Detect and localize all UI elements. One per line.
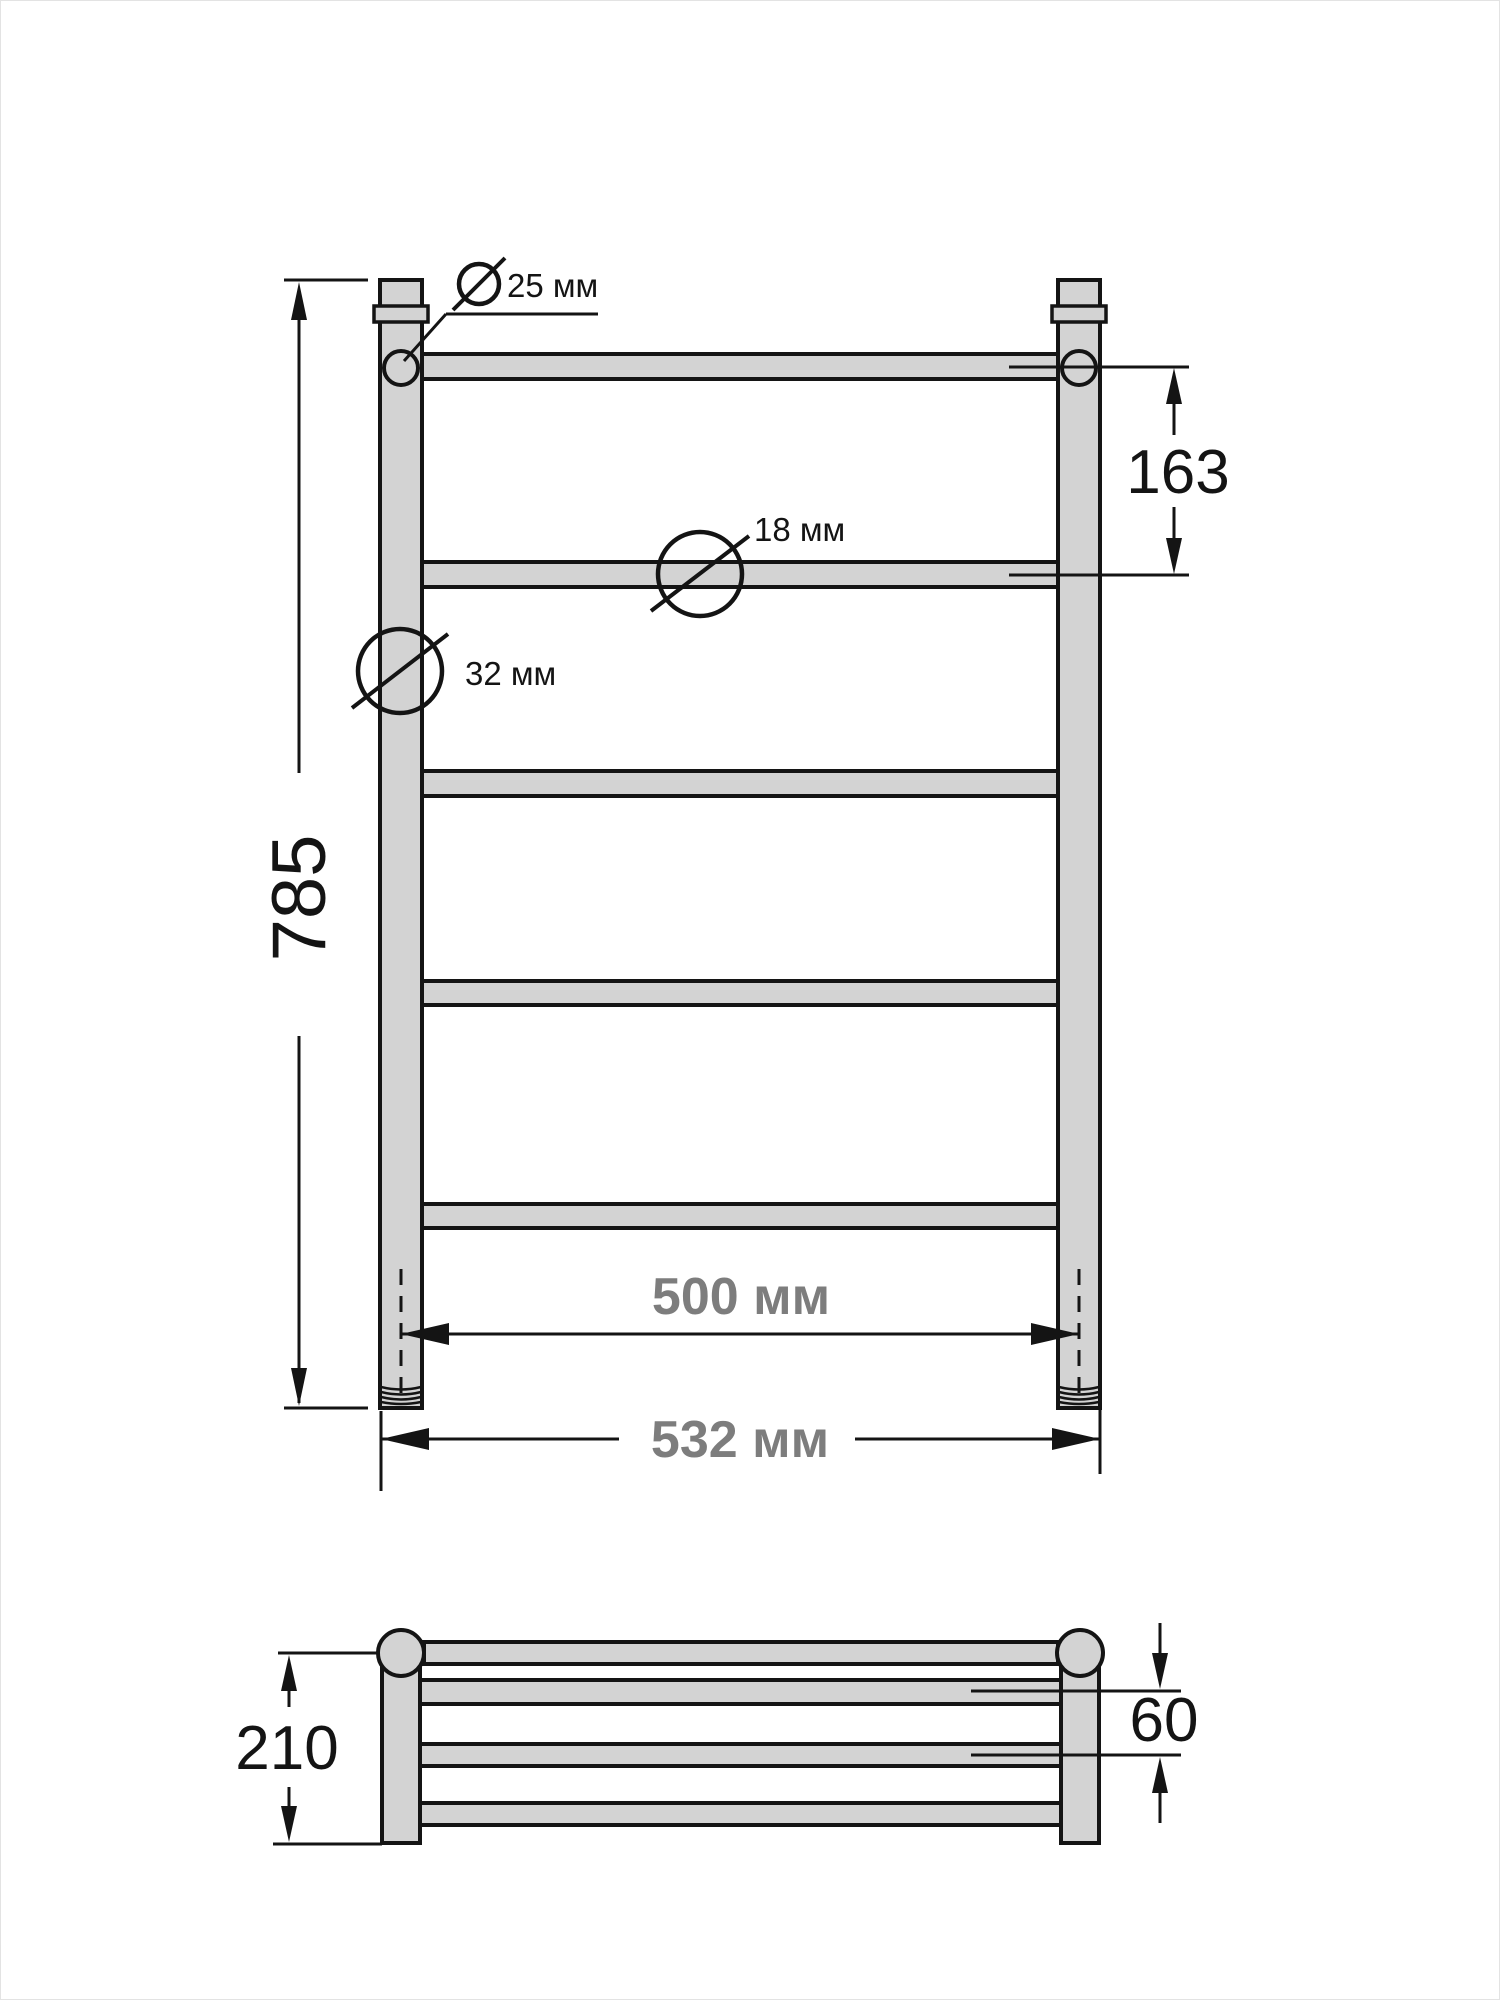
depth-arrow-up-icon xyxy=(281,1655,297,1691)
depth-dimension xyxy=(235,1653,382,1844)
spacing-arrow-down-icon xyxy=(1166,538,1182,574)
top-rail-diameter-callout xyxy=(404,258,598,361)
left-post-side xyxy=(382,1649,420,1843)
depth-arrow-down-icon xyxy=(281,1806,297,1842)
overall-width-arrow-right-icon xyxy=(1052,1428,1100,1450)
overall-width-dimension xyxy=(381,1405,1100,1491)
drawing-canvas xyxy=(1,1,1500,2001)
right-post xyxy=(1058,280,1100,1408)
left-post-top-circle xyxy=(378,1630,424,1676)
rail-3 xyxy=(422,771,1058,796)
height-dimension-value: 785 xyxy=(257,834,342,962)
top-view xyxy=(235,1623,1198,1844)
right-post-top-circle xyxy=(1057,1630,1103,1676)
right-collar xyxy=(1052,306,1106,322)
overall-width-arrow-left-icon xyxy=(381,1428,429,1450)
rail-spacing-dimension xyxy=(1009,367,1230,575)
mid-rail-diameter-label: 18 мм xyxy=(754,511,846,548)
front-view xyxy=(257,258,1230,1491)
shelf-rail-2 xyxy=(420,1680,1061,1704)
left-collar xyxy=(374,306,428,322)
shelf-spacing-arrow-down-icon xyxy=(1152,1653,1168,1689)
height-arrow-down-icon xyxy=(291,1368,307,1406)
post-diameter-label: 32 мм xyxy=(465,655,557,692)
shelf-spacing-value: 60 xyxy=(1129,1686,1199,1755)
height-dimension xyxy=(257,280,368,1408)
rail-5 xyxy=(422,1204,1058,1228)
overall-width-value: 532 мм xyxy=(650,1411,830,1469)
axis-width-dimension xyxy=(401,1268,1079,1345)
spacing-arrow-up-icon xyxy=(1166,368,1182,404)
right-post-side xyxy=(1061,1649,1099,1843)
shelf-rail-4 xyxy=(420,1803,1061,1825)
spacing-dimension-value: 163 xyxy=(1126,438,1230,507)
rail-4 xyxy=(422,981,1058,1005)
axis-width-value: 500 мм xyxy=(651,1268,831,1326)
shelf-rail-3 xyxy=(420,1744,1061,1766)
top-rail-diameter-label: 25 мм xyxy=(507,267,599,304)
depth-dimension-value: 210 xyxy=(235,1714,339,1783)
left-post xyxy=(380,280,422,1408)
shelf-rail-1 xyxy=(424,1642,1058,1664)
diameter-icon xyxy=(453,258,505,310)
left-joint-circle xyxy=(384,351,418,385)
rail-1 xyxy=(401,354,1079,379)
